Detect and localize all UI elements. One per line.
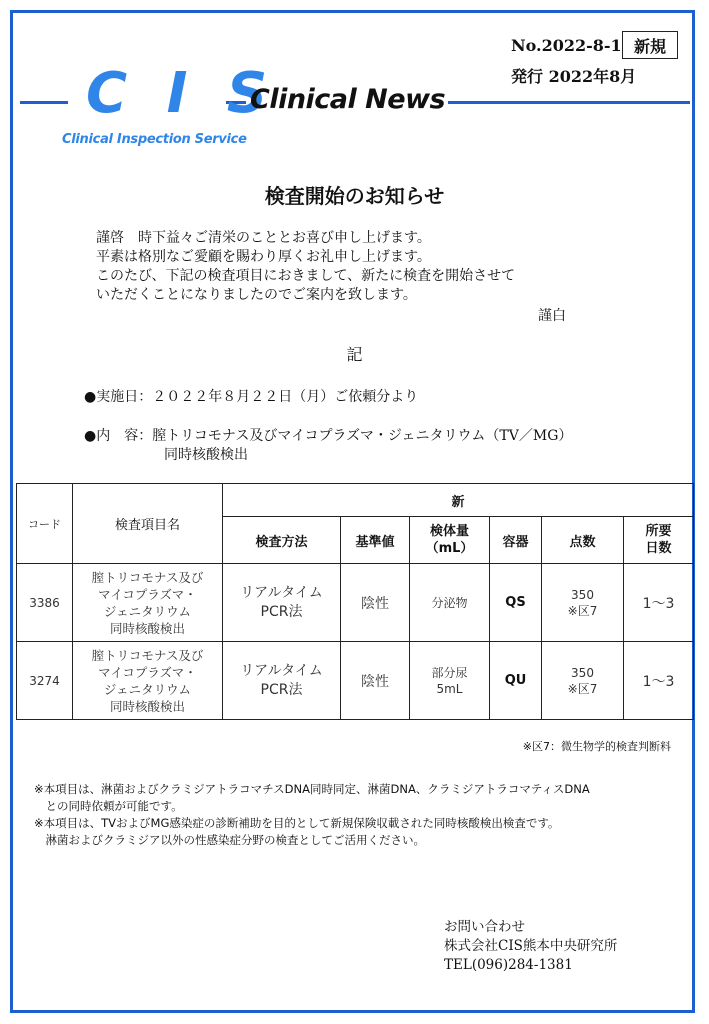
col-header-specimen: 検体量 （mL）	[410, 517, 490, 564]
ki-heading: 記	[346, 345, 363, 364]
greeting-line: 謹啓 時下益々ご清栄のこととお喜び申し上げます。	[96, 230, 431, 246]
cell-container: QU	[490, 642, 542, 720]
test-table	[16, 483, 694, 720]
col-header-reference: 基準値	[341, 517, 410, 564]
logo-subtitle: Clinical Inspection Service	[62, 132, 247, 147]
cell-specimen: 部分尿 5mL	[410, 642, 490, 720]
document-number: No.2022-8-1	[511, 36, 622, 55]
start-date-item: ●実施日：２０２２年８月２２日（月）ご依頼分より	[84, 389, 419, 405]
col-header-method: 検査方法	[223, 517, 341, 564]
header-rule-left	[20, 101, 68, 104]
newsletter-brand: Clinical News	[250, 84, 446, 115]
issue-date: 発行 2022年8月	[511, 67, 637, 86]
col-header-group-new: 新	[223, 484, 694, 517]
col-header-days: 所要 日数	[624, 517, 694, 564]
greeting-paragraph	[96, 229, 515, 305]
table-row	[17, 642, 694, 720]
contact-phone: TEL(096)284-1381	[444, 957, 573, 973]
cell-points: 350 ※区7	[542, 642, 624, 720]
contact-block	[444, 918, 617, 975]
col-header-points: 点数	[542, 517, 624, 564]
cell-days: 1～3	[624, 564, 694, 642]
cis-logo: C I S	[86, 61, 278, 126]
new-badge: 新規	[622, 31, 678, 59]
note-line: ※本項目は、淋菌およびクラミジアトラコマチスDNA同時同定、淋菌DNA、クラミジアトラコマティスDNA	[34, 782, 590, 796]
col-header-container: 容器	[490, 517, 542, 564]
table-footnote: ※区7：微生物学的検査判断料	[522, 740, 671, 753]
cell-method: リアルタイム PCR法	[223, 564, 341, 642]
page-title: 検査開始のお知らせ	[264, 184, 445, 208]
cell-name: 膣トリコモナス及び マイコプラズマ・ ジェニタリウム 同時核酸検出	[73, 564, 223, 642]
greeting-line: このたび、下記の検査項目におきまして、新たに検査を開始させて	[96, 268, 516, 284]
cell-reference: 陰性	[341, 642, 410, 720]
contact-company: 株式会社CIS熊本中央研究所	[444, 938, 618, 954]
col-header-name: 検査項目名	[73, 484, 223, 564]
note-line: ※本項目は、TVおよびMG感染症の診断補助を目的として新規保険収載された同時核酸検出検査です。	[34, 816, 560, 830]
cell-specimen: 分泌物	[410, 564, 490, 642]
table-row	[17, 564, 694, 642]
cell-name: 膣トリコモナス及び マイコプラズマ・ ジェニタリウム 同時核酸検出	[73, 642, 223, 720]
cell-method: リアルタイム PCR法	[223, 642, 341, 720]
cell-code: 3274	[17, 642, 73, 720]
contact-heading: お問い合わせ	[444, 919, 525, 935]
cell-code: 3386	[17, 564, 73, 642]
content-item: ●内 容：膣トリコモナス及びマイコプラズマ・ジェニタリウム（TV／MG）	[84, 428, 573, 444]
header-rule-right	[448, 101, 690, 104]
content-item-continued: 同時核酸検出	[164, 447, 248, 463]
cell-container: QS	[490, 564, 542, 642]
greeting-line: いただくことになりましたのでご案内を致します。	[96, 287, 417, 303]
cell-points: 350 ※区7	[542, 564, 624, 642]
cell-days: 1～3	[624, 642, 694, 720]
notes-block	[34, 781, 590, 849]
cell-reference: 陰性	[341, 564, 410, 642]
note-line: との同時依頼が可能です。	[34, 799, 183, 813]
col-header-code: コード	[17, 484, 73, 564]
greeting-line: 平素は格別なご愛顧を賜わり厚くお礼申し上げます。	[96, 249, 431, 265]
note-line: 淋菌およびクラミジア以外の性感染症分野の検査としてご活用ください。	[34, 833, 425, 847]
closing-word: 謹白	[538, 308, 566, 324]
